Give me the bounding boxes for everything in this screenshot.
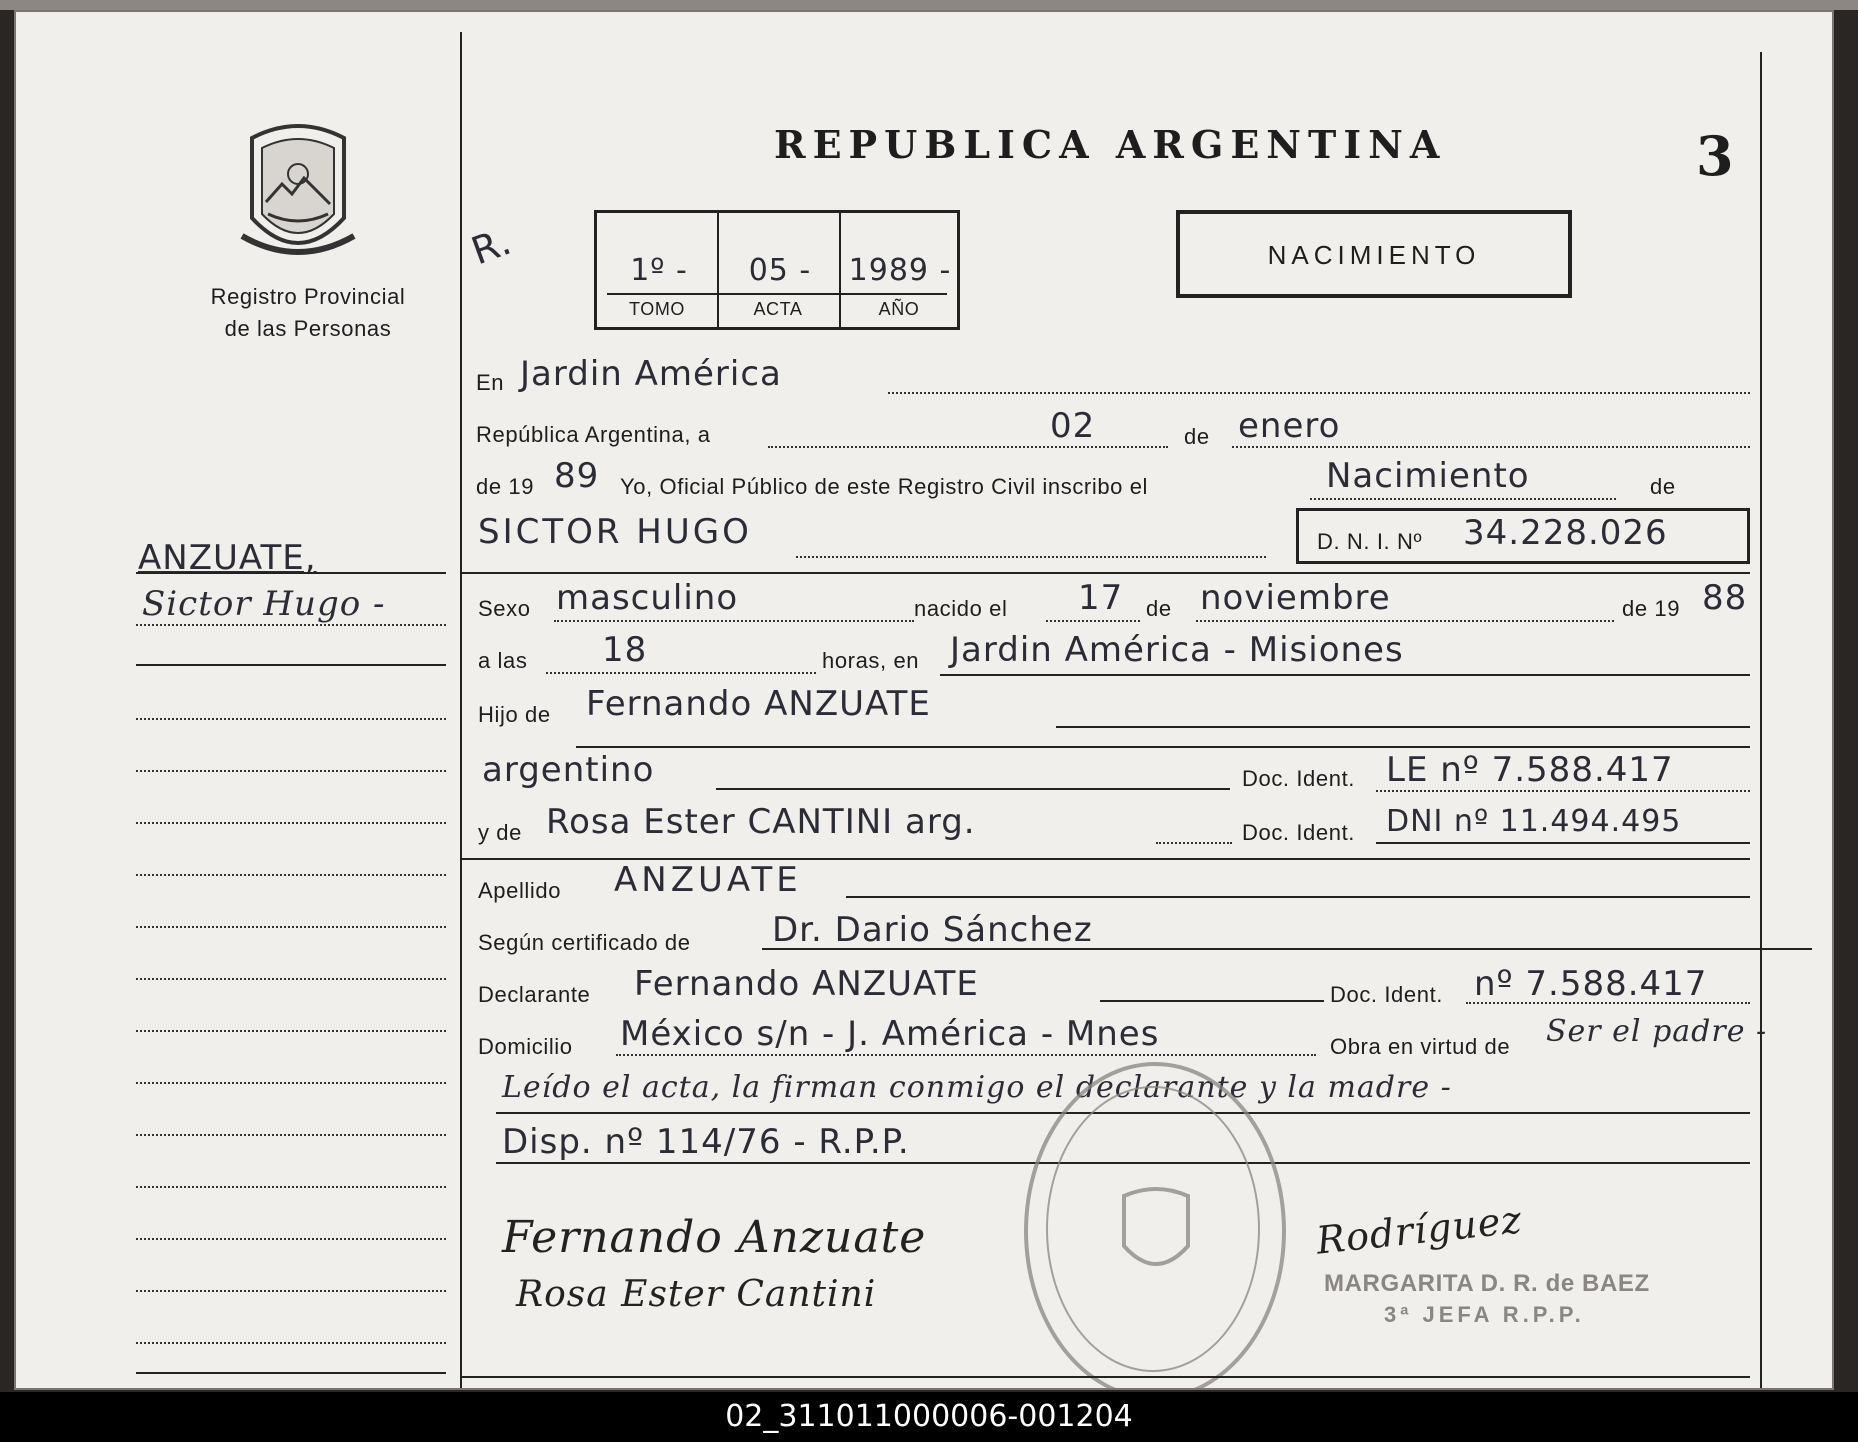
- margin-rule: [136, 978, 446, 980]
- field-rule: [1156, 842, 1232, 844]
- margin-rule: [136, 822, 446, 824]
- document-page: [14, 10, 1834, 1390]
- observation-line2: Disp. nº 114/76 - R.P.P.: [502, 1122, 910, 1162]
- hijo-label: Hijo de: [478, 702, 551, 727]
- field-rule: [1310, 498, 1616, 500]
- acta-label: ACTA: [753, 299, 803, 319]
- birth-month: noviembre: [1200, 578, 1391, 618]
- birth-day: 17: [1078, 578, 1124, 618]
- official-stamp-name: MARGARITA D. R. de BAEZ: [1324, 1270, 1650, 1297]
- field-rule: [576, 746, 1750, 748]
- oficial-statement: Yo, Oficial Público de este Registro Civil inscribo el: [620, 474, 1149, 499]
- field-rule: [888, 392, 1750, 394]
- declarant-name: Fernando ANZUATE: [634, 964, 979, 1004]
- field-rule: [1376, 842, 1750, 844]
- margin-rule: [136, 1030, 446, 1032]
- sex-value: masculino: [556, 578, 739, 618]
- official-seal-stamp: [1024, 1062, 1286, 1390]
- mother-signature: Rosa Ester Cantini: [516, 1274, 877, 1315]
- tomo-label: TOMO: [628, 299, 686, 319]
- field-rule: [762, 948, 1812, 950]
- field-rule: [716, 788, 1230, 790]
- image-caption: 02_311011000006-001204: [0, 1392, 1858, 1442]
- field-rule: [940, 674, 1750, 676]
- mother-document: DNI nº 11.494.495: [1386, 804, 1682, 839]
- de-label-2: de: [1650, 474, 1676, 499]
- republica-label: República Argentina, a: [476, 422, 711, 447]
- yde-label: y de: [478, 820, 522, 845]
- mother-name: Rosa Ester CANTINI arg.: [546, 802, 976, 842]
- field-rule: [1056, 726, 1750, 728]
- country-title: REPUBLICA ARGENTINA: [774, 122, 1447, 167]
- margin-given-name: Sictor Hugo -: [142, 584, 386, 624]
- margin-rule: [136, 664, 446, 666]
- initials-mark: R.: [465, 218, 518, 274]
- obra-value: Ser el padre -: [1546, 1014, 1768, 1049]
- margin-rule: [136, 1134, 446, 1136]
- field-rule: [1232, 446, 1750, 448]
- official-signature: Rodríguez: [1314, 1197, 1525, 1263]
- de19-label-2: de 19: [1622, 596, 1681, 621]
- field-rule: [1196, 620, 1614, 622]
- dni-label: D. N. I. Nº: [1317, 529, 1423, 554]
- field-rule: [546, 672, 816, 674]
- certifying-doctor: Dr. Dario Sánchez: [772, 910, 1093, 950]
- declarante-label: Declarante: [478, 982, 591, 1007]
- stamp-emblem-icon: [1116, 1186, 1196, 1276]
- tomo-value: 1º -: [630, 253, 688, 288]
- father-document: LE nº 7.588.417: [1386, 750, 1674, 790]
- field-rule: [1100, 1000, 1324, 1002]
- place-of-registration: Jardin América: [520, 354, 782, 394]
- section-rule: [462, 572, 1750, 574]
- registered-event: Nacimiento: [1326, 456, 1530, 496]
- horas-label: horas, en: [822, 648, 920, 673]
- obra-label: Obra en virtud de: [1330, 1034, 1511, 1059]
- birth-year: 88: [1702, 578, 1748, 618]
- reference-box: [594, 210, 960, 330]
- de-label: de: [1184, 424, 1210, 449]
- doc-label-2: Doc. Ident.: [1242, 820, 1355, 845]
- official-stamp-title: 3ª JEFA R.P.P.: [1384, 1302, 1585, 1327]
- field-rule: [616, 1054, 1316, 1056]
- en-label: En: [476, 370, 505, 395]
- dni-value: 34.228.026: [1463, 513, 1668, 553]
- declarant-signature: Fernando Anzuate: [502, 1212, 927, 1263]
- field-rule: [768, 446, 1168, 448]
- act-type-box: [1176, 210, 1572, 298]
- registration-year: 89: [554, 456, 600, 496]
- father-nationality: argentino: [482, 750, 655, 790]
- declarant-document: nº 7.588.417: [1474, 964, 1708, 1004]
- margin-rule: [136, 1342, 446, 1344]
- field-rule: [554, 620, 914, 622]
- right-border: [1760, 52, 1762, 1390]
- surname-value: ANZUATE: [614, 860, 802, 900]
- page-number: 3: [1696, 124, 1734, 188]
- margin-rule: [136, 624, 446, 626]
- field-rule: [846, 896, 1750, 898]
- bottom-rule: [462, 1376, 1750, 1378]
- registry-name-line1: Registro Provincial: [210, 284, 406, 309]
- registry-name-line2: de las Personas: [224, 316, 392, 341]
- acta-value: 05 -: [748, 253, 812, 288]
- observation-line1: Leído el acta, la firman conmigo el declarante y la madre -: [502, 1070, 1452, 1105]
- margin-surname: ANZUATE,: [138, 538, 317, 578]
- field-rule: [796, 556, 1266, 558]
- margin-rule: [136, 1372, 446, 1374]
- margin-rule: [136, 926, 446, 928]
- margin-rule: [136, 1082, 446, 1084]
- nacido-label: nacido el: [914, 596, 1008, 621]
- de-label-3: de: [1146, 596, 1172, 621]
- provincial-seal-icon: [232, 118, 364, 268]
- birth-place: Jardin América - Misiones: [950, 630, 1404, 670]
- domicilio-value: México s/n - J. América - Mnes: [620, 1014, 1160, 1054]
- anio-label: AÑO: [878, 299, 920, 319]
- margin-rule: [136, 1238, 446, 1240]
- father-name: Fernando ANZUATE: [586, 684, 931, 724]
- apellido-label: Apellido: [478, 878, 562, 903]
- birth-hour: 18: [602, 630, 648, 670]
- margin-rule: [136, 874, 446, 876]
- column-divider: [460, 32, 462, 1390]
- act-type-label: NACIMIENTO: [1267, 240, 1481, 270]
- margin-rule: [136, 718, 446, 720]
- field-rule: [1046, 620, 1140, 622]
- background-edge: [0, 0, 1858, 10]
- margin-rule: [136, 1290, 446, 1292]
- anio-value: 1989 -: [848, 253, 952, 288]
- margin-rule: [136, 572, 446, 574]
- field-rule: [1376, 790, 1750, 792]
- domicilio-label: Domicilio: [478, 1034, 573, 1059]
- registration-day: 02: [1050, 406, 1096, 446]
- de19-label: de 19: [476, 474, 535, 499]
- margin-rule: [136, 770, 446, 772]
- child-name: SICTOR HUGO: [478, 512, 752, 552]
- doc-label: Doc. Ident.: [1242, 766, 1355, 791]
- dni-box: [1296, 508, 1750, 564]
- sexo-label: Sexo: [478, 596, 531, 621]
- margin-rule: [136, 1186, 446, 1188]
- doc-label-3: Doc. Ident.: [1330, 982, 1443, 1007]
- registration-month: enero: [1238, 406, 1341, 446]
- field-rule: [1466, 1002, 1750, 1004]
- alas-label: a las: [478, 648, 528, 673]
- certificado-label: Según certificado de: [478, 930, 691, 955]
